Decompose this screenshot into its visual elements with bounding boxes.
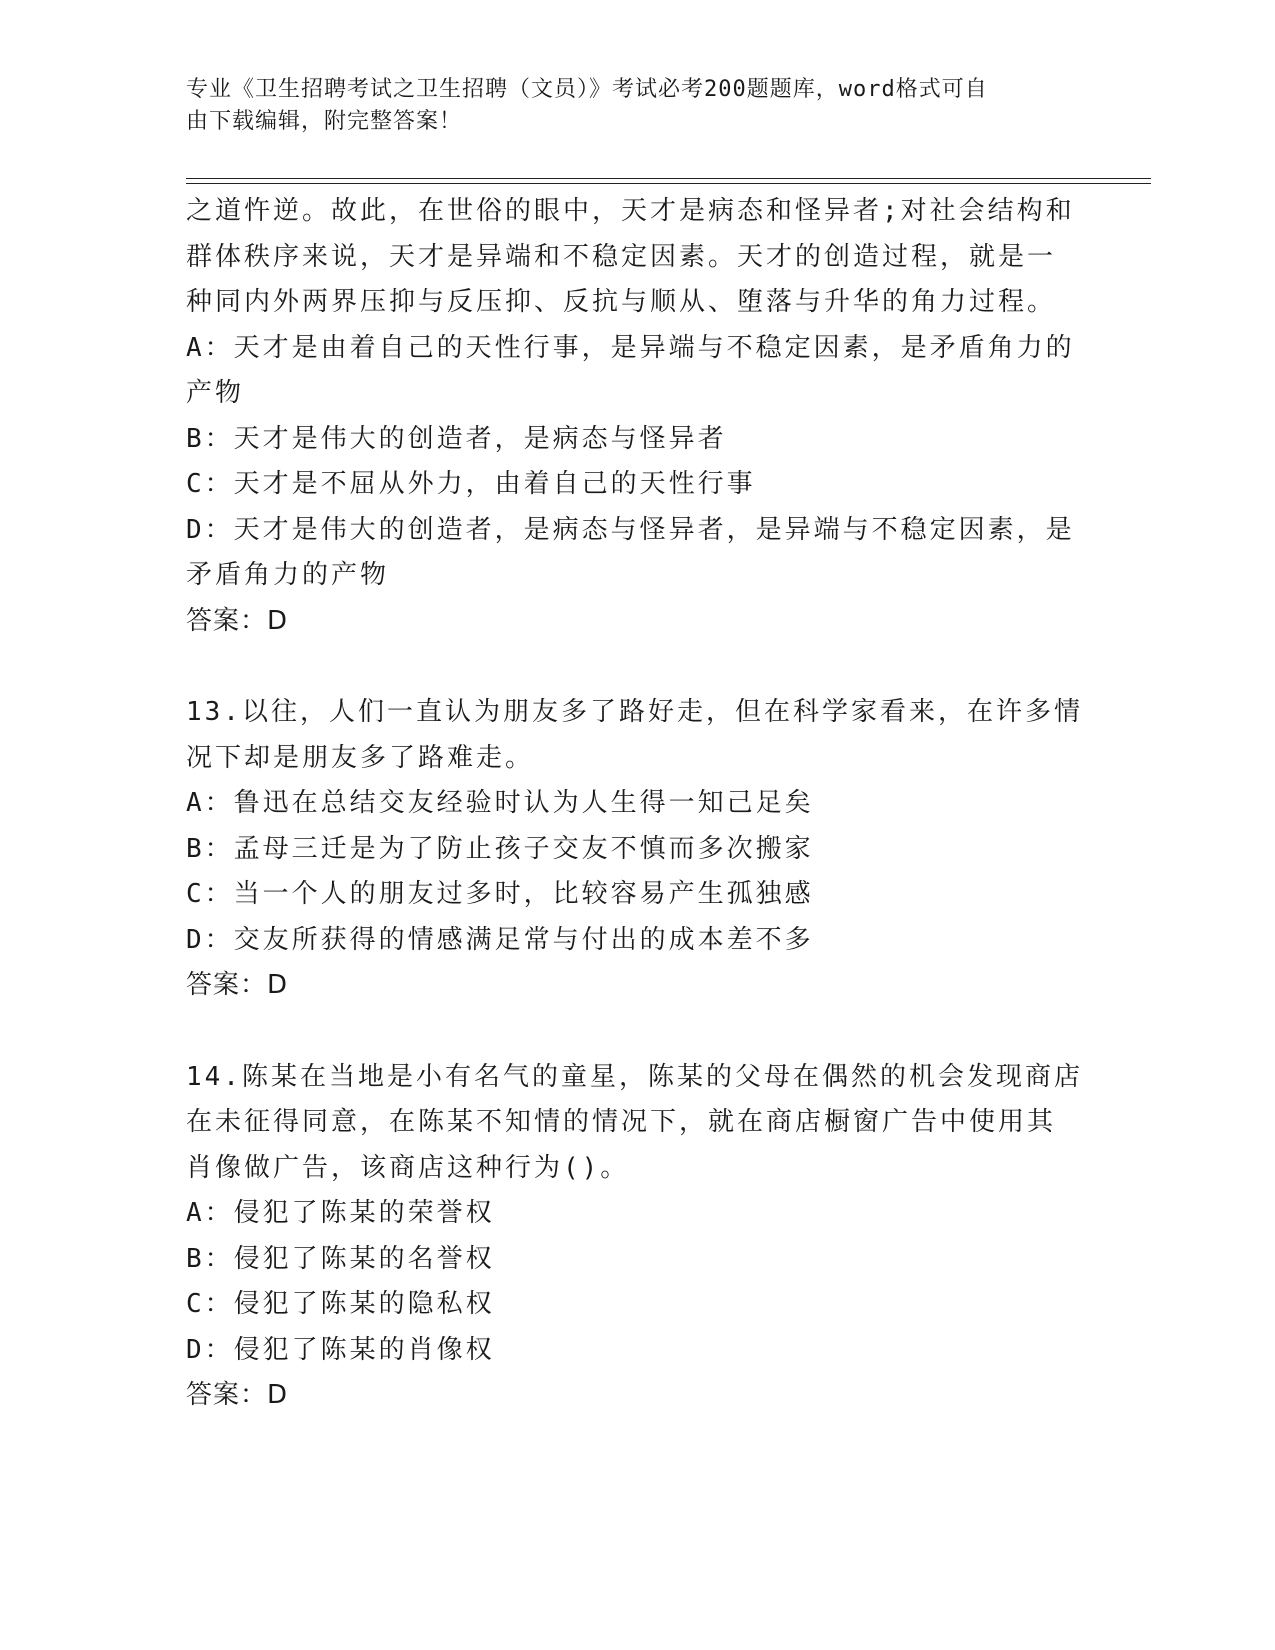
answer-label: 答案：D	[186, 970, 289, 1000]
question-14	[186, 1055, 1086, 1419]
option-a: A：鲁迅在总结交友经验时认为人生得一知己足矣	[186, 788, 814, 818]
question-stem-line: 13.以往，人们一直认为朋友多了路好走，但在科学家看来，在许多情	[186, 697, 1083, 727]
option-b: B：侵犯了陈某的名誉权	[186, 1243, 495, 1274]
option-a: A：天才是由着自己的天性行事，是异端与不稳定因素，是矛盾角力的	[186, 332, 1075, 363]
option-c: C：侵犯了陈某的隐私权	[186, 1289, 495, 1319]
option-a: A：侵犯了陈某的荣誉权	[186, 1198, 495, 1228]
option-b: B：孟母三迁是为了防止孩子交友不慎而多次搬家	[186, 833, 814, 864]
question-stem-line: 群体秩序来说，天才是异端和不稳定因素。天才的创造过程，就是一	[186, 241, 1057, 272]
option-d: D：侵犯了陈某的肖像权	[186, 1334, 495, 1365]
option-d: D：天才是伟大的创造者，是病态与怪异者，是异端与不稳定因素，是	[186, 514, 1075, 545]
spacer	[186, 644, 1086, 690]
question-stem-line: 14.陈某在当地是小有名气的童星，陈某的父母在偶然的机会发现商店	[186, 1061, 1083, 1092]
answer-label: 答案：D	[186, 1380, 289, 1410]
spacer	[186, 1009, 1086, 1055]
option-c: C：当一个人的朋友过多时，比较容易产生孤独感	[186, 879, 814, 909]
option-a-continued: 产物	[186, 378, 245, 408]
answer-label: 答案：D	[186, 605, 289, 636]
document-header	[186, 74, 1086, 138]
question-stem-line: 之道忤逆。故此，在世俗的眼中，天才是病态和怪异者;对社会结构和	[186, 196, 1075, 226]
header-title-line-1: 专业《卫生招聘考试之卫生招聘（文员）》考试必考200题题库，word格式可自	[186, 77, 988, 102]
question-stem-line: 肖像做广告，该商店这种行为()。	[186, 1152, 630, 1183]
header-title-line-2: 由下载编辑，附完整答案！	[186, 109, 463, 134]
question-12-continued	[186, 189, 1086, 644]
question-stem-line: 种同内外两界压抑与反压抑、反抗与顺从、堕落与升华的角力过程。	[186, 287, 1057, 317]
question-stem-line: 在未征得同意，在陈某不知情的情况下，就在商店橱窗广告中使用其	[186, 1107, 1057, 1137]
document-body	[186, 189, 1086, 1419]
option-c: C：天才是不屈从外力，由着自己的天性行事	[186, 469, 756, 499]
option-d-continued: 矛盾角力的产物	[186, 560, 390, 590]
option-d: D：交友所获得的情感满足常与付出的成本差不多	[186, 924, 814, 955]
question-stem-line: 况下却是朋友多了路难走。	[186, 742, 535, 773]
option-b: B：天才是伟大的创造者，是病态与怪异者	[186, 423, 727, 454]
header-divider-top	[186, 178, 1151, 179]
question-13	[186, 690, 1086, 1009]
header-divider-bottom	[186, 183, 1151, 184]
